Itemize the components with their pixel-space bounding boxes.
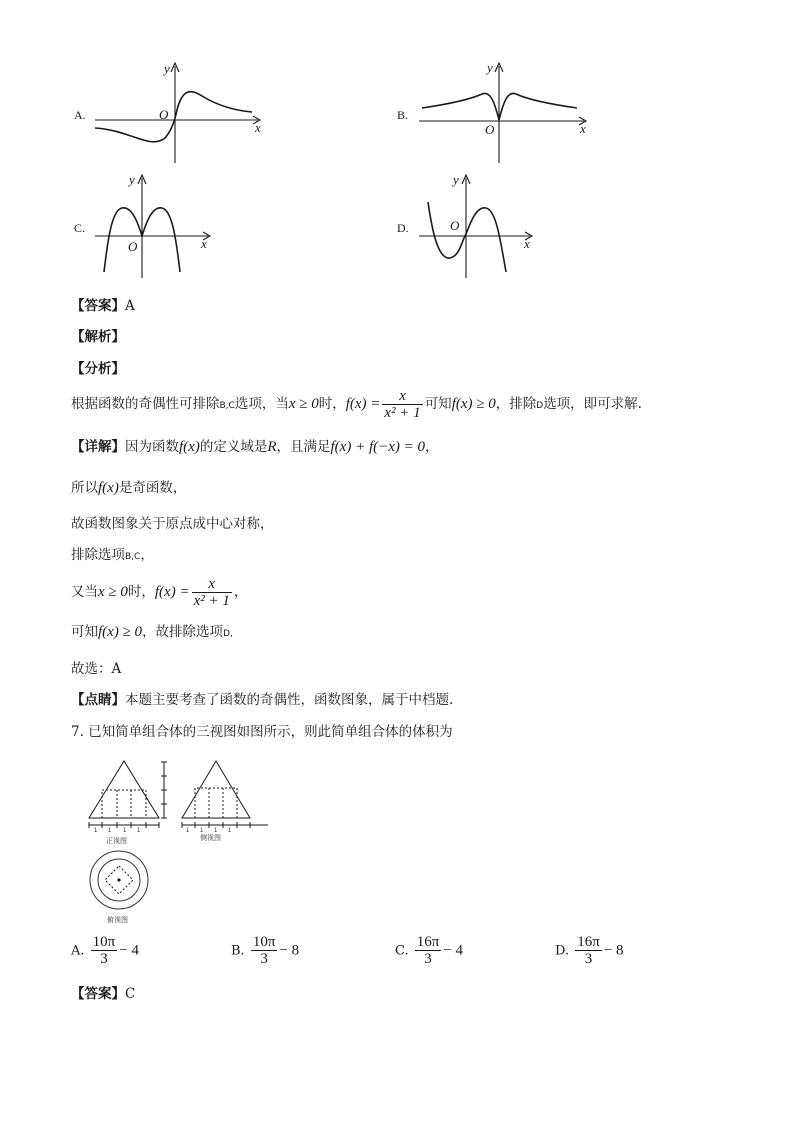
x-label: x bbox=[580, 121, 586, 136]
graph-b bbox=[414, 58, 594, 168]
side-caption: 侧视图 bbox=[200, 834, 221, 842]
option-letter: D. bbox=[397, 221, 409, 235]
origin-label: O bbox=[159, 107, 169, 122]
svg-text:1: 1 bbox=[228, 828, 232, 834]
triangle bbox=[182, 761, 250, 818]
question-7-stem bbox=[71, 723, 453, 741]
x-label: x bbox=[255, 120, 261, 135]
side-view-figure bbox=[178, 758, 272, 848]
front-view-figure bbox=[84, 758, 164, 848]
q7-answer-line: 【答案】C bbox=[71, 986, 136, 1002]
origin-label: O bbox=[485, 122, 495, 137]
top-view-figure bbox=[86, 850, 156, 928]
odd-function-line: 所以f(x)是奇函数， bbox=[71, 480, 187, 496]
svg-text:1: 1 bbox=[186, 828, 190, 834]
y-label: y bbox=[453, 172, 459, 187]
fenxi-label: 【分析】 bbox=[71, 361, 125, 377]
fraction: $\frac{16\pi}{3}$ bbox=[416, 934, 440, 967]
q7-option-c[interactable]: C. $\frac{16\pi}{3}$ − 4 bbox=[395, 934, 464, 967]
height-scale bbox=[156, 758, 176, 822]
svg-text:1: 1 bbox=[94, 828, 98, 834]
graph-d bbox=[414, 168, 544, 280]
curve bbox=[95, 92, 252, 142]
detail-line: 【详解】因为函数f(x)的定义域是R，且满足f(x) + f(−x) = 0， bbox=[71, 439, 439, 455]
svg-text:1: 1 bbox=[200, 828, 204, 834]
fraction: $\frac{10\pi}{3}$ bbox=[92, 934, 116, 967]
fraction: $\frac{10\pi}{3}$ bbox=[252, 934, 276, 967]
option-letter: C. bbox=[74, 221, 86, 235]
top-caption: 俯视图 bbox=[107, 916, 128, 924]
svg-text:1: 1 bbox=[214, 828, 218, 834]
fraction: $\frac{16\pi}{3}$ bbox=[577, 934, 600, 967]
formula-line: 又当x ≥ 0时，f(x) = $\frac{x}{\text{x² + 1}}$ ， bbox=[71, 575, 248, 609]
q7-option-d[interactable]: D. $\frac{16\pi}{3}$ − 8 bbox=[555, 934, 624, 967]
origin-label: O bbox=[450, 218, 460, 233]
option-letter: A. bbox=[74, 108, 86, 122]
x-label: x bbox=[524, 236, 530, 251]
svg-text:1: 1 bbox=[123, 828, 127, 834]
y-label: y bbox=[129, 172, 135, 187]
question-text: 已知简单组合体的三视图如图所示，则此简单组合体的体积为 bbox=[88, 724, 453, 740]
y-label: y bbox=[164, 61, 170, 76]
front-caption: 正视图 bbox=[106, 837, 127, 845]
svg-text:1: 1 bbox=[137, 828, 141, 834]
origin-label: O bbox=[128, 239, 138, 254]
graph-c bbox=[90, 168, 220, 280]
graph-a bbox=[90, 58, 270, 168]
fraction: $\frac{x}{\text{x² + 1}}$ bbox=[384, 387, 421, 421]
answer-label: 【答案】 bbox=[71, 298, 125, 314]
dashed-rect bbox=[102, 790, 146, 818]
question-number: 7. bbox=[71, 724, 84, 740]
q7-option-b[interactable]: B. $\frac{10\pi}{3}$ − 8 bbox=[231, 934, 300, 967]
svg-text:1: 1 bbox=[108, 828, 112, 834]
curve bbox=[428, 202, 506, 272]
choose-line: 故选：A bbox=[71, 661, 122, 677]
fenxi-line: 根据函数的奇偶性可排除B,C选项，当x ≥ 0时，f(x) = $\frac{x}{\text{x² + 1}}$ 可知f(x) ≥ 0，排除D选项，即可求解. bbox=[71, 387, 642, 421]
answer-value: A bbox=[125, 298, 135, 314]
center-dot bbox=[117, 878, 120, 881]
q7-option-a[interactable]: A. $\frac{10\pi}{3}$ − 4 bbox=[71, 934, 139, 967]
exclude-bc-line: 排除选项B,C， bbox=[71, 547, 154, 563]
option-letter: B. bbox=[397, 108, 409, 122]
y-label: y bbox=[487, 60, 493, 75]
x-label: x bbox=[201, 236, 207, 251]
answer-line bbox=[71, 297, 135, 315]
dianjing-line: 【点睛】本题主要考查了函数的奇偶性，函数图象，属于中档题. bbox=[71, 692, 454, 708]
fraction: $\frac{x}{\text{x² + 1}}$ bbox=[193, 575, 230, 609]
analysis-label: 【解析】 bbox=[71, 329, 125, 345]
exclude-d-line: 可知f(x) ≥ 0，故排除选项D, bbox=[71, 624, 233, 640]
symmetry-line: 故函数图象关于原点成中心对称， bbox=[71, 516, 274, 532]
dashed-rect bbox=[195, 788, 237, 818]
